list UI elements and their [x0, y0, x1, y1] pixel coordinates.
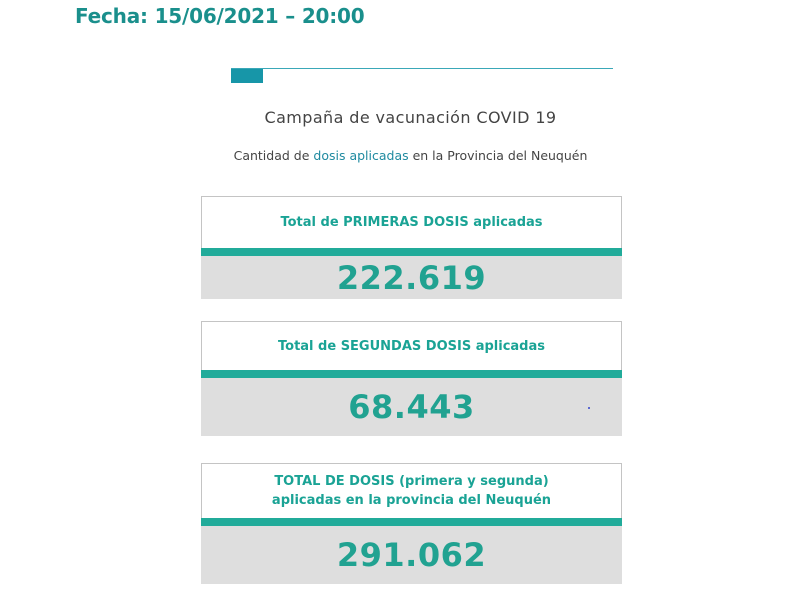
campaign-subtitle [0, 148, 797, 163]
first-dose-label: Total de PRIMERAS DOSIS aplicadas [201, 196, 622, 248]
subtitle-prefix: Cantidad de [233, 148, 314, 163]
total-dose-label [201, 463, 622, 518]
total-dose-value: 291.062 [201, 526, 622, 584]
first-dose-card [201, 196, 622, 299]
total-dose-label-line1: TOTAL DE DOSIS (primera y segunda) [274, 474, 549, 489]
campaign-title: Campaña de vacunación COVID 19 [264, 108, 557, 127]
subtitle-suffix: en la Provincia del Neuquén [408, 148, 588, 163]
subtitle-highlight: dosis aplicadas [313, 148, 409, 163]
first-dose-value: 222.619 [201, 256, 622, 299]
second-dose-card [201, 321, 622, 436]
decorative-block [231, 69, 263, 83]
second-dose-bar [201, 370, 622, 378]
stray-dot [588, 407, 590, 409]
total-dose-bar [201, 518, 622, 526]
total-dose-label-line2: aplicadas en la provincia del Neuquén [271, 493, 552, 508]
second-dose-value: 68.443 [201, 378, 622, 436]
first-dose-bar [201, 248, 622, 256]
decorative-line [231, 68, 613, 69]
total-dose-card [201, 463, 622, 584]
report-date: Fecha: 15/06/2021 – 20:00 [75, 4, 365, 28]
second-dose-label: Total de SEGUNDAS DOSIS aplicadas [201, 321, 622, 370]
